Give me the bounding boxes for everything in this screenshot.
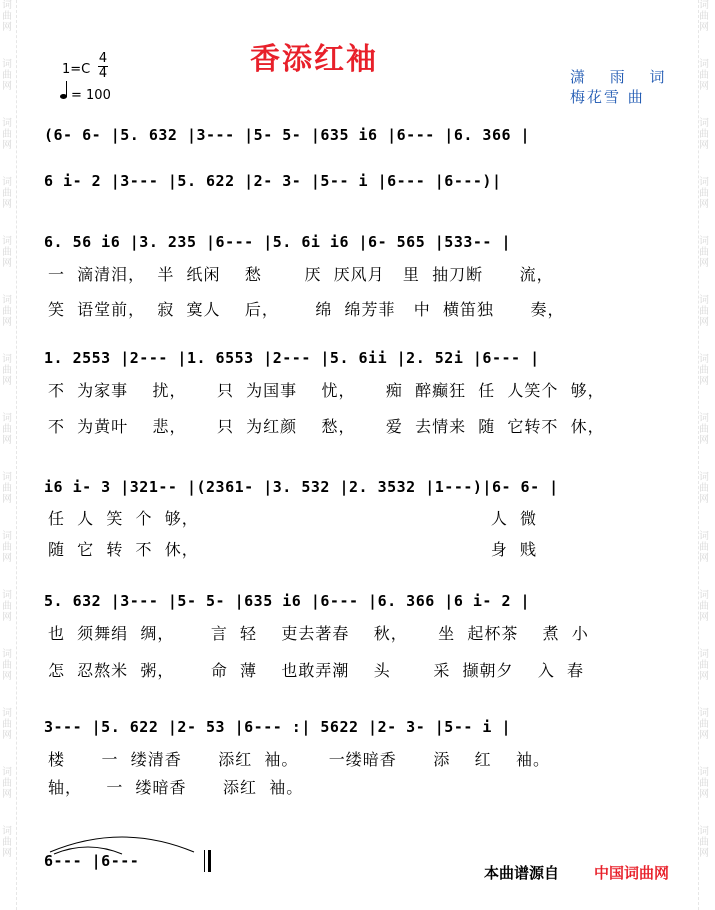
notation-line: i6 i- 3 |321-- |(2361- |3. 532 |2. 3532 |1---)|6- 6- |	[44, 478, 559, 496]
lyric-line: 不 为黄叶 悲， 只 为红颜 愁， 爱 去情来 随 它转不 休，	[48, 417, 605, 436]
final-barline	[204, 850, 211, 872]
lyric-line: 一 滴清泪， 半 纸闲 愁 厌 厌风月 里 抽刀断 流，	[48, 265, 554, 284]
time-signature	[98, 52, 108, 81]
quarter-note-icon	[60, 94, 67, 99]
lyricist-credit: 潇 雨 词	[570, 68, 675, 86]
time-signature-top: 4	[98, 51, 108, 66]
time-signature-bottom: 4	[98, 66, 108, 81]
notation-line: (6- 6- |5. 632 |3--- |5- 5- |635 i6 |6--- |6. 366 |	[44, 126, 531, 144]
watermark-left: 词曲网 词曲网 词曲网 词曲网 词曲网 词曲网 词曲网 词曲网 词曲网 词曲网 词曲网 词曲网 词曲网 词曲网 词曲网	[2, 0, 17, 910]
source-site: 中国词曲网	[594, 864, 670, 882]
composer-credit: 梅花雪 曲	[570, 88, 645, 106]
lyric-line: 笑 语堂前， 寂 寞人 后， 绵 绵芳菲 中 横笛独 奏，	[48, 300, 565, 319]
lyric-line: 不 为家事 扰， 只 为国事 忧， 痴 醉癫狂 任 人笑个 够，	[48, 381, 605, 400]
source-label: 本曲谱源自	[484, 864, 560, 882]
lyric-line: 轴， 一 缕暗香 添红 袖。	[48, 778, 304, 797]
notation-line: 5. 632 |3--- |5- 5- |635 i6 |6--- |6. 366 |6 i- 2 |	[44, 592, 531, 610]
notation-line: 6--- |6---	[44, 852, 140, 870]
lyric-line: 随 它 转 不 休， 身 贱	[48, 540, 537, 559]
notation-line: 6. 56 i6 |3. 235 |6--- |5. 6i i6 |6- 565 |533-- |	[44, 233, 512, 251]
notation-line: 1. 2553 |2--- |1. 6553 |2--- |5. 6ii |2. 52i |6--- |	[44, 349, 540, 367]
lyric-line: 楼 一 缕清香 添红 袖。 一缕暗香 添 红 袖。	[48, 750, 551, 769]
lyric-line: 也 须舞绢 绸， 言 轻 吏去著春 秋， 坐 起杯茶 煮 小	[48, 624, 589, 643]
notation-line: 3--- |5. 622 |2- 53 |6--- :| 5622 |2- 3- |5-- i |	[44, 718, 512, 736]
watermark-right: 词曲网 词曲网 词曲网 词曲网 词曲网 词曲网 词曲网 词曲网 词曲网 词曲网 词曲网 词曲网 词曲网 词曲网 词曲网	[698, 0, 713, 910]
key-signature: 1=C	[62, 62, 91, 77]
tempo-marking	[60, 88, 111, 103]
lyric-line: 任 人 笑 个 够， 人 微	[48, 509, 537, 528]
tempo-value: = 100	[71, 88, 111, 103]
song-title: 香添红袖	[250, 42, 378, 77]
notation-line: 6 i- 2 |3--- |5. 622 |2- 3- |5-- i |6--- |6---)|	[44, 172, 502, 190]
lyric-line: 怎 忍熬米 粥， 命 薄 也敢弄潮 头 采 撷朝夕 入 春	[48, 661, 585, 680]
